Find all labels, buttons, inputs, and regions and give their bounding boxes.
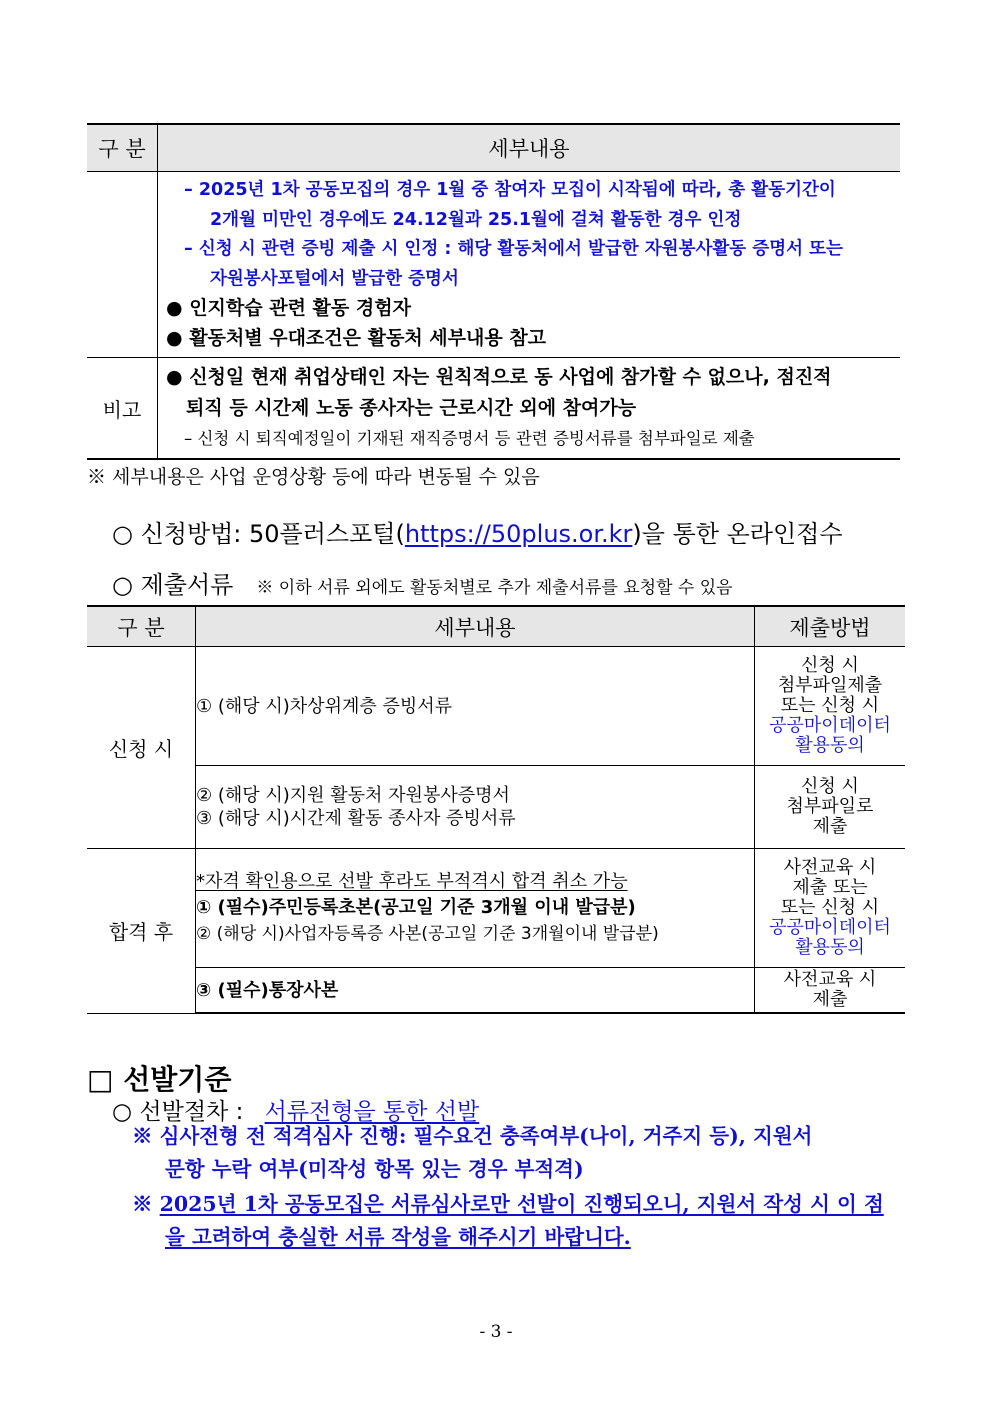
- method-line: 제출: [812, 816, 848, 837]
- selection-title: □ 선발기준: [87, 1063, 232, 1096]
- method-line: 제출: [812, 989, 848, 1010]
- detail-line: ② (해당 시)지원 활동처 자원봉사증명서: [196, 785, 510, 806]
- procedure-label: ○ 선발절차 :: [112, 1099, 244, 1125]
- table2-header-details: 세부내용: [196, 606, 755, 647]
- remark-line: 퇴직 등 시간제 노동 종사자는 근로시간 외에 참여가능: [186, 397, 637, 420]
- portal-link[interactable]: https://50plus.or.kr: [404, 520, 633, 548]
- doc-row-2-method: [755, 766, 906, 849]
- doc-row-3-detail: [196, 849, 755, 968]
- detail-line: ① (필수)주민등록초본(공고일 기준 3개월 이내 발급분): [196, 897, 636, 918]
- doc-row-3-method: [755, 849, 906, 968]
- detail-bullet: ● 인지학습 관련 활동 경험자: [166, 297, 411, 319]
- method-line: 공공마이데이터: [769, 715, 891, 736]
- qualification-note: *자격 확인용으로 선발 후라도 부적격시 합격 취소 가능: [196, 871, 628, 892]
- detail-line: – 신청 시 관련 증빙 제출 시 인정 : 해당 활동처에서 발급한 자원봉사활동 증명서 또는: [184, 239, 843, 259]
- detail-line: 2개월 미만인 경우에도 24.12월과 25.1월에 걸쳐 활동한 경우 인정: [210, 209, 742, 230]
- note-mark: ※: [132, 1192, 153, 1216]
- doc-row-1-detail: ① (해당 시)차상위계층 증빙서류: [196, 647, 755, 766]
- table1-row2-label: 비고: [87, 358, 158, 460]
- documents-heading: [112, 565, 733, 600]
- detail-line: ③ (필수)통장사본: [196, 979, 339, 1001]
- recruit-note-line: 을 고려하여 충실한 서류 작성을 해주시기 바랍니다.: [165, 1225, 631, 1249]
- method-line: 사전교육 시: [783, 857, 877, 878]
- detail-bullet: ● 활동처별 우대조건은 활동처 세부내용 참고: [166, 326, 547, 349]
- recruit-note: [132, 1188, 884, 1254]
- method-line: 공공마이데이터: [769, 917, 891, 938]
- documents-note: ※ 이하 서류 외에도 활동처별로 추가 제출서류를 요청할 수 있음: [256, 578, 733, 598]
- detail-line: 자원봉사포털에서 발급한 증명서: [210, 268, 459, 289]
- method-line: 첨부파일제출: [777, 675, 883, 696]
- screening-note-line: 문항 누락 여부(미작성 항목 있는 경우 부적격): [165, 1157, 584, 1181]
- apply-method: [112, 514, 843, 549]
- doc-row-4-method: [755, 968, 906, 1014]
- method-line: 첨부파일로: [786, 796, 874, 817]
- recruit-note-line: 2025년 1차 공동모집은 서류심사로만 선발이 진행되오니, 지원서 작성 시 이 점: [159, 1192, 884, 1216]
- method-line: 활용동의: [795, 937, 865, 958]
- table1-row1-details: [158, 172, 901, 358]
- method-line: 또는 신청 시: [780, 695, 880, 716]
- table1-row1-label: [87, 172, 158, 358]
- detail-line: – 2025년 1차 공동모집의 경우 1월 중 참여자 모집이 시작됨에 따라, 총 활동기간이: [184, 180, 836, 200]
- doc-row-4-detail: [196, 968, 755, 1014]
- screening-note: [132, 1120, 812, 1186]
- method-line: 사전교육 시: [783, 969, 877, 990]
- table2-header-method: 제출방법: [755, 606, 906, 647]
- documents-title: ○ 제출서류: [112, 571, 234, 599]
- change-notice: ※ 세부내용은 사업 운영상황 등에 따라 변동될 수 있음: [87, 466, 540, 488]
- procedure-value: 서류전형을 통한 선발: [264, 1099, 480, 1125]
- method-line: 또는 신청 시: [780, 897, 880, 918]
- screening-note-line: ※ 심사전형 전 적격심사 진행: 필수요건 충족여부(나이, 거주지 등), 지원서: [132, 1124, 813, 1148]
- apply-method-prefix: ○ 신청방법: 50플러스포털(: [112, 520, 405, 548]
- table1-row2-details: [158, 358, 901, 460]
- method-line: 활용동의: [795, 735, 865, 756]
- page-number: - 3 -: [479, 1322, 513, 1342]
- method-line: 신청 시: [801, 655, 859, 676]
- table1-header-details: 세부내용: [158, 124, 901, 172]
- apply-method-suffix: )을 통한 온라인접수: [632, 520, 843, 548]
- detail-line: ③ (해당 시)시간제 활동 종사자 증빙서류: [196, 808, 516, 829]
- table1-header-category: 구 분: [87, 124, 158, 172]
- eligibility-table: [87, 123, 900, 460]
- remark-line: – 신청 시 퇴직예정일이 기재된 재직증명서 등 관련 증빙서류를 첨부파일로 제출: [184, 429, 755, 449]
- group-on-apply: 신청 시: [87, 647, 196, 849]
- table2-header-category: 구 분: [87, 606, 196, 647]
- method-line: 제출 또는: [792, 877, 868, 898]
- remark-bullet: ● 신청일 현재 취업상태인 자는 원칙적으로 동 사업에 참가할 수 없으나, 점진적: [166, 366, 832, 389]
- method-line: 신청 시: [801, 776, 859, 797]
- doc-row-1-method: [755, 647, 906, 766]
- group-after-pass: 합격 후: [87, 849, 196, 1014]
- documents-table: [87, 605, 905, 1014]
- doc-row-2-detail: [196, 766, 755, 849]
- detail-line: ② (해당 시)사업자등록증 사본(공고일 기준 3개월이내 발급분): [196, 924, 659, 944]
